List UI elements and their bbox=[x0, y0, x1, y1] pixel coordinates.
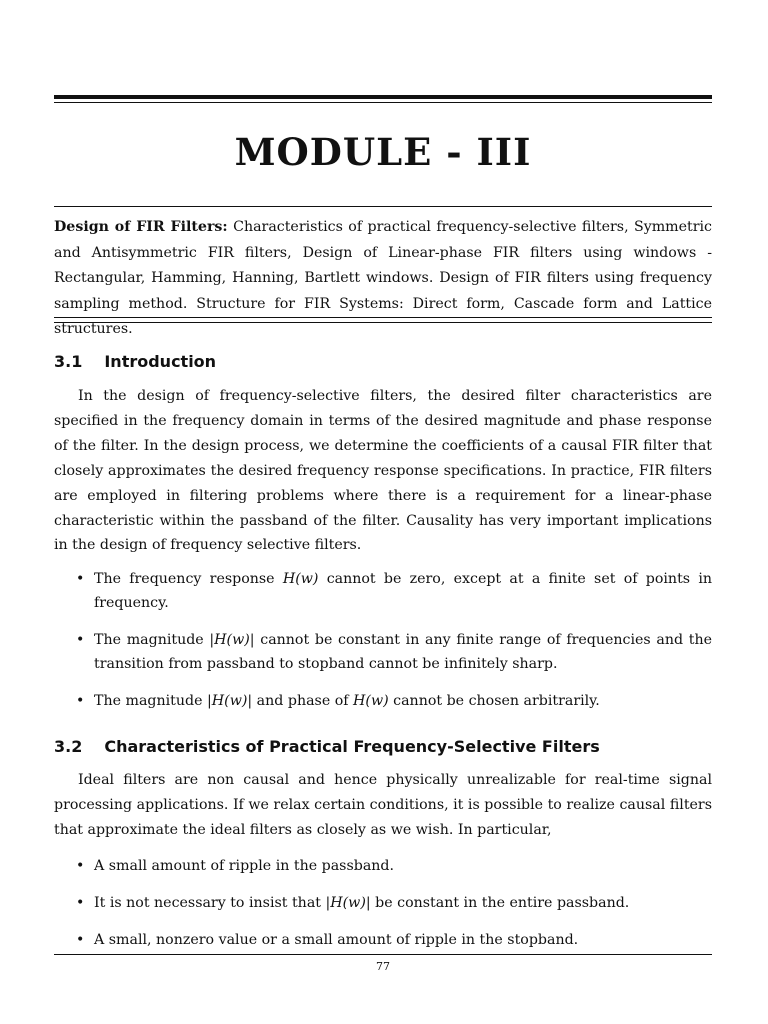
list-item: • A small amount of ripple in the passband. bbox=[54, 854, 712, 878]
bullet-icon: • bbox=[76, 895, 85, 911]
top-thick-rule bbox=[54, 95, 712, 99]
abstract-top-rule bbox=[54, 206, 712, 207]
math-expression: |H(w)| bbox=[325, 895, 371, 911]
math-expression: |H(w)| bbox=[207, 693, 253, 709]
characteristics-bullet-list bbox=[54, 854, 712, 952]
abstract-lead: Design of FIR Filters: bbox=[54, 219, 228, 235]
characteristics-paragraph: Ideal filters are non causal and hence physically unrealizable for real-time signal processing applications. If we relax certain conditions, it is possible to realize causal filters that approximate the ideal filters as closely as we wish. In particular, bbox=[54, 772, 712, 838]
section-number: 3.1 bbox=[54, 352, 83, 371]
math-expression: H(w) bbox=[282, 571, 319, 587]
module-title: MODULE - III bbox=[234, 130, 532, 174]
section-heading-characteristics bbox=[54, 736, 600, 758]
list-item: • The magnitude |H(w)| and phase of H(w) cannot be chosen arbitrarily. bbox=[54, 689, 712, 713]
math-expression: H(w) bbox=[353, 693, 389, 709]
bullet-icon: • bbox=[76, 632, 85, 648]
module-abstract bbox=[54, 215, 712, 343]
section-heading-introduction bbox=[54, 351, 216, 373]
intro-paragraph: In the design of frequency-selective filters, the desired filter characteristics are specified in the frequency domain in terms of the desired magnitude and phase response of the filter. In the design process, we determine the coefficients of a causal FIR filter that closely approximates the desired frequency response specifications. In practice, FIR filters are employed in filtering problems where there is a requirement for a linear-phase characteristic within the passband of the filter. Causality has very important implications in the design of frequency selective filters. bbox=[54, 388, 712, 554]
abstract-body: Characteristics of practical frequency-selective filters, Symmetric and Antisymmetric FIR filters, Design of Linear-phase FIR filters using windows - Rectangular, Hamming, Hanning, Bartlett windows. Design of FIR filters using frequency sampling method. Structure for FIR Systems: Direct form, Cascade form and Lattice structures. bbox=[54, 219, 712, 337]
section-number: 3.2 bbox=[54, 737, 83, 756]
bullet-icon: • bbox=[76, 858, 85, 874]
section-title: Characteristics of Practical Frequency-Selective Filters bbox=[104, 737, 600, 756]
list-item: • The magnitude |H(w)| cannot be constant in any finite range of frequencies and the transition from passband to stopband cannot be infinitely sharp. bbox=[54, 628, 712, 676]
bullet-icon: • bbox=[76, 571, 85, 587]
page-number: 77 bbox=[376, 960, 390, 973]
list-item: • It is not necessary to insist that |H(w)| be constant in the entire passband. bbox=[54, 891, 712, 915]
math-expression: |H(w)| bbox=[209, 632, 255, 648]
intro-bullet-list bbox=[54, 567, 712, 713]
top-thin-rule bbox=[54, 102, 712, 103]
section-title: Introduction bbox=[104, 352, 217, 371]
bullet-icon: • bbox=[76, 693, 85, 709]
list-item: • A small, nonzero value or a small amount of ripple in the stopband. bbox=[54, 928, 712, 952]
abstract-bottom-double-rule bbox=[54, 317, 712, 323]
bullet-icon: • bbox=[76, 932, 85, 948]
footer-rule bbox=[54, 954, 712, 955]
list-item: • The frequency response H(w) cannot be zero, except at a finite set of points in frequency. bbox=[54, 567, 712, 615]
